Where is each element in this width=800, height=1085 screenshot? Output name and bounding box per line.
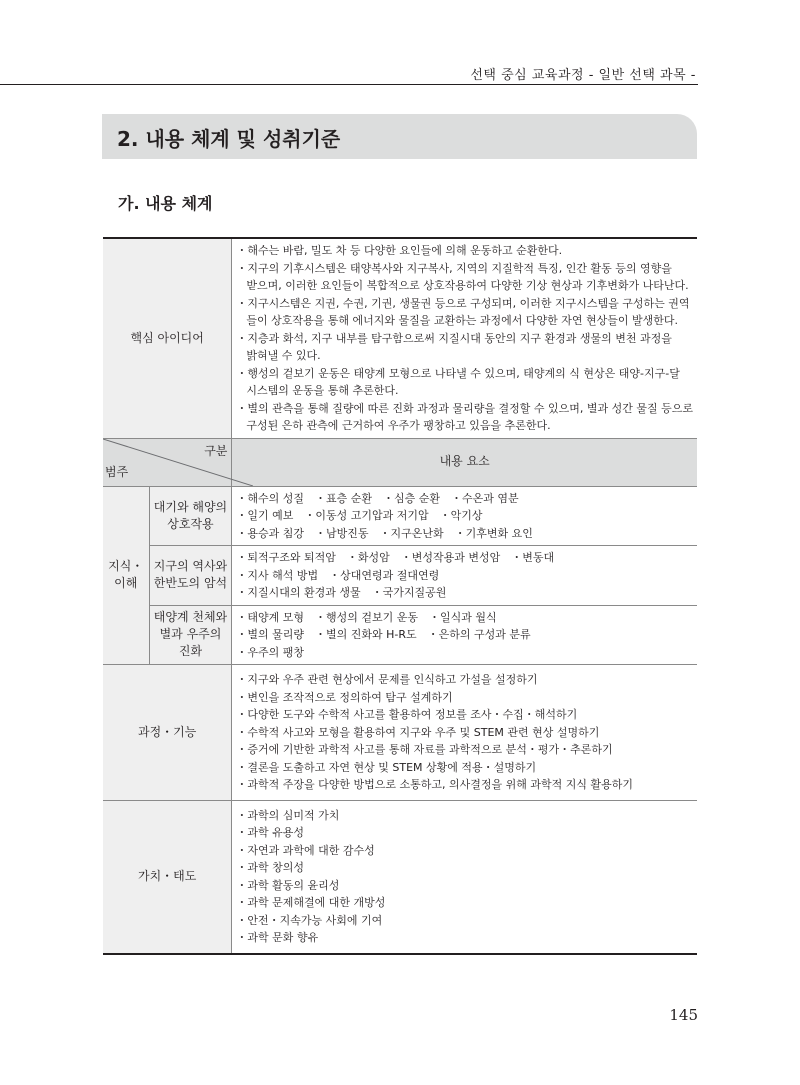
- content-line: ・태양계 모형 ・행성의 겉보기 운동 ・일식과 월식: [236, 610, 497, 624]
- core-idea-line: 밝혀낼 수 있다.: [246, 349, 321, 362]
- sub-title: 가. 내용 체계: [118, 194, 213, 213]
- core-idea-line: 받으며, 이러한 요인들이 복합적으로 상호작용하여 다양한 기상 현상과 기후변화가 나타난다.: [246, 279, 689, 292]
- core-idea-line: ・지구의 기후시스템은 태양복사와 지구복사, 지역의 지질학적 특징, 인간 활동 등의 영향을: [236, 261, 672, 275]
- knowledge-content: [232, 486, 697, 546]
- knowledge-row-earth-history: [103, 546, 697, 606]
- content-line: ・과학 유용성: [236, 826, 305, 839]
- topic-line: 상호작용: [167, 516, 214, 531]
- content-line: ・변인을 조작적으로 정의하여 탐구 설계하기: [236, 690, 453, 704]
- knowledge-row-solar-system: [103, 605, 697, 665]
- content-line: ・과학적 주장을 다양한 방법으로 소통하고, 의사결정을 위해 과학적 지식 활용하기: [236, 778, 634, 791]
- core-ideas-label: 핵심 아이디어: [103, 238, 232, 438]
- process-skills-row: [103, 665, 697, 801]
- content-system-table: [103, 237, 697, 955]
- core-ideas-row: [103, 238, 697, 438]
- content-line: ・용승과 침강 ・남방진동 ・지구온난화 ・기후변화 요인: [236, 526, 533, 540]
- content-line: ・과학 활동의 윤리성: [236, 878, 340, 892]
- content-line: ・증거에 기반한 과학적 사고를 통해 자료를 과학적으로 분석・평가・추론하기: [236, 743, 613, 756]
- knowledge-content: [232, 546, 697, 606]
- topic-line: 진화: [178, 644, 203, 659]
- content-line: ・우주의 팽창: [236, 645, 305, 659]
- process-skills-content: [232, 665, 697, 801]
- topic-line: 대기와 해양의: [153, 499, 228, 514]
- topic-line: 지구의 역사와: [153, 559, 228, 574]
- core-idea-line: 구성된 은하 관측에 근거하여 우주가 팽창하고 있음을 추론한다.: [246, 419, 551, 432]
- section-title: 2. 내용 체계 및 성취기준: [117, 127, 341, 151]
- content-line: ・자연과 과학에 대한 감수성: [236, 843, 375, 857]
- knowledge-label: 지식・이해: [103, 486, 149, 665]
- core-idea-line: ・별의 관측을 통해 질량에 따른 진화 과정과 물리량을 결정할 수 있으며, 별과 성간 물질 등으로: [236, 401, 693, 415]
- values-attitudes-label: 가치・태도: [103, 800, 232, 954]
- content-line: ・지구와 우주 관련 현상에서 문제를 인식하고 가설을 설정하기: [236, 673, 538, 686]
- content-line: ・과학의 심미적 가치: [236, 808, 340, 822]
- content-line: ・과학 문제해결에 대한 개방성: [236, 896, 386, 909]
- content-line: ・안전・지속가능 사회에 기여: [236, 913, 383, 927]
- content-line: ・과학 문화 향유: [236, 931, 319, 944]
- content-line: ・과학 창의성: [236, 861, 305, 874]
- core-idea-line: ・해수는 바람, 밀도 차 등 다양한 요인들에 의해 운동하고 순환한다.: [236, 244, 563, 257]
- values-attitudes-row: [103, 800, 697, 954]
- core-idea-line: 시스템의 운동을 통해 추론한다.: [246, 384, 399, 397]
- content-line: ・퇴적구조와 퇴적암 ・화성암 ・변성작용과 변성암 ・변동대: [236, 551, 555, 564]
- table-header-row: [103, 438, 697, 486]
- core-idea-line: ・지구시스템은 지권, 수권, 기권, 생물권 등으로 구성되며, 이러한 지구시스템을 구성하는 권역: [236, 296, 690, 310]
- content-line: ・해수의 성질 ・표층 순환 ・심층 순환 ・수온과 염분: [236, 491, 519, 505]
- content-line: ・다양한 도구와 수학적 사고를 활용하여 정보를 조사・수집・해석하기: [236, 708, 578, 721]
- knowledge-content: [232, 605, 697, 665]
- content-line: ・지질시대의 환경과 생물 ・국가지질공원: [236, 586, 447, 599]
- page-number: 145: [669, 1006, 698, 1024]
- header-divider: [0, 84, 698, 85]
- running-header: 선택 중심 교육과정 - 일반 선택 과목 -: [470, 68, 696, 83]
- topic-earth-history: [149, 546, 232, 606]
- knowledge-row-atmosphere: [103, 486, 697, 546]
- content-elements-header: 내용 요소: [232, 438, 697, 486]
- category-label: 범주: [105, 465, 129, 479]
- content-line: ・결론을 도출하고 자연 현상 및 STEM 상황에 적용・설명하기: [236, 760, 537, 774]
- core-idea-line: ・행성의 겉보기 운동은 태양계 모형으로 나타낼 수 있으며, 태양계의 식 현상은 태양-지구-달: [236, 366, 680, 380]
- core-ideas-content: [232, 238, 697, 438]
- diagonal-header-cell: [103, 438, 232, 486]
- content-line: ・지사 해석 방법 ・상대연령과 절대연령: [236, 568, 440, 582]
- section-heading-bar: [102, 114, 697, 159]
- content-line: ・별의 물리량 ・별의 진화와 H-R도 ・은하의 구성과 분류: [236, 628, 531, 641]
- topic-solar-system: [149, 605, 232, 665]
- values-attitudes-content: [232, 800, 697, 954]
- content-line: ・일기 예보 ・이동성 고기압과 저기압 ・악기상: [236, 509, 483, 522]
- core-idea-line: 들이 상호작용을 통해 에너지와 물질을 교환하는 과정에서 다양한 자연 현상들이 발생한다.: [246, 314, 679, 327]
- core-idea-line: ・지층과 화석, 지구 내부를 탐구함으로써 지질시대 동안의 지구 환경과 생물의 변천 과정을: [236, 331, 672, 345]
- topic-line: 한반도의 암석: [153, 576, 228, 591]
- topic-line: 별과 우주의: [159, 627, 222, 642]
- topic-atmosphere-ocean: [149, 486, 232, 546]
- topic-line: 태양계 천체와: [153, 610, 228, 625]
- process-skills-label: 과정・기능: [103, 665, 232, 801]
- division-label: 구분: [204, 443, 228, 458]
- content-line: ・수학적 사고와 모형을 활용하여 지구와 우주 및 STEM 관련 현상 설명하기: [236, 725, 600, 739]
